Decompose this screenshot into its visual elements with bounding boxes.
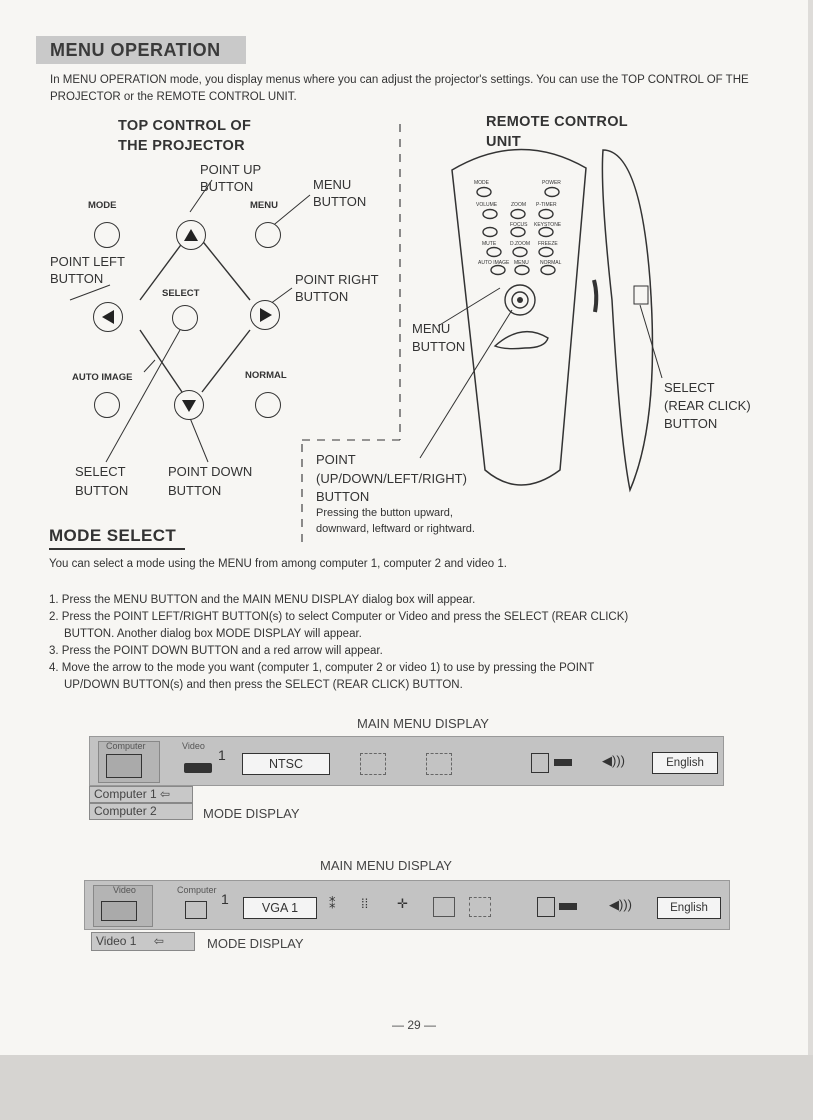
language-button-2[interactable]: English	[657, 897, 721, 919]
computer-icon-2[interactable]	[185, 901, 207, 919]
remote-heading-1: REMOTE CONTROL	[486, 114, 628, 130]
system-field-vga[interactable]: VGA 1	[243, 897, 317, 919]
page-number: — 29 —	[392, 1018, 437, 1032]
mode-display-caption-1: MODE DISPLAY	[203, 806, 300, 821]
mode-label: MODE	[88, 200, 117, 211]
setting-icon-1[interactable]	[531, 753, 549, 773]
auto-image-button	[94, 392, 120, 418]
remote-point-callout-3: BUTTON	[316, 489, 370, 504]
step-1: 1. Press the MENU BUTTON and the MAIN MENU DISPLAY dialog box will appear.	[49, 594, 476, 606]
tab-computer-label-1: Computer	[106, 741, 146, 751]
key-label-keystone: KEYSTONE	[534, 222, 562, 228]
arrow-left-icon	[102, 310, 114, 324]
arrow-down-icon	[182, 400, 196, 412]
mode-option-computer-1-label: Computer 1	[94, 787, 157, 801]
key-label-menu: MENU	[514, 260, 529, 266]
point-up-callout-1: POINT UP	[200, 162, 262, 177]
point-down-callout-2: BUTTON	[168, 483, 222, 498]
mode-option-video-1-label: Video 1	[96, 934, 137, 948]
mode-option-computer-2[interactable]: Computer 2	[89, 803, 193, 820]
step-2: 2. Press the POINT LEFT/RIGHT BUTTON(s) to select Computer or Video and press the SELECT (REAR CLICK)	[49, 611, 629, 623]
red-arrow-icon-2: ⇦	[153, 934, 164, 948]
key-label-normal: NORMAL	[540, 260, 562, 266]
remote-heading-2: UNIT	[486, 134, 522, 150]
remote-point-note-2: downward, leftward or rightward.	[316, 523, 475, 535]
key-label-zoom: ZOOM	[511, 202, 526, 208]
key-label-power: POWER	[542, 180, 561, 186]
remote-point-callout-2: (UP/DOWN/LEFT/RIGHT)	[316, 471, 467, 486]
key-label-volume: VOLUME	[476, 202, 498, 208]
remote-menu-callout-2: BUTTON	[412, 339, 466, 354]
menu-button	[255, 222, 281, 248]
mode-select-underline	[49, 548, 185, 550]
remote-key-labels	[468, 168, 568, 278]
select-callout-1: SELECT	[75, 464, 126, 479]
tab-video-label-1: Video	[182, 741, 205, 751]
point-left-callout-1: POINT LEFT	[50, 254, 125, 269]
main-menu-display-caption-1: MAIN MENU DISPLAY	[357, 716, 489, 731]
step-3: 3. Press the POINT DOWN BUTTON and a red arrow will appear.	[49, 645, 383, 657]
image-adjust-icon-1[interactable]	[360, 753, 386, 775]
main-menu-display-caption-2: MAIN MENU DISPLAY	[320, 858, 452, 873]
select-button	[172, 305, 198, 331]
point-left-callout-2: BUTTON	[50, 271, 104, 286]
arrow-right-icon	[260, 308, 272, 322]
point-up-button	[176, 220, 206, 250]
tab-video-label-2: Video	[113, 885, 136, 895]
select-callout-2: BUTTON	[75, 483, 129, 498]
remote-menu-callout-1: MENU	[412, 321, 451, 336]
mode-select-title: MODE SELECT	[49, 526, 177, 545]
tab-computer-label-2: Computer	[177, 885, 217, 895]
system-field-ntsc[interactable]: NTSC	[242, 753, 330, 775]
menu-callout-1: MENU	[313, 177, 352, 192]
language-button-1[interactable]: English	[652, 752, 718, 774]
section-title: MENU OPERATION	[36, 36, 246, 64]
key-label-freeze: FREEZE	[538, 241, 558, 247]
setting-icon-2[interactable]	[537, 897, 555, 917]
step-2-cont: BUTTON. Another dialog box MODE DISPLAY will appear.	[64, 628, 362, 640]
key-label-mute: MUTE	[482, 241, 497, 247]
select-label: SELECT	[162, 288, 200, 299]
page-background	[0, 1055, 813, 1120]
input-number-1: 1	[218, 747, 226, 763]
video-icon-2	[101, 901, 137, 921]
screen-icon-1[interactable]	[426, 753, 452, 775]
image-adjust-icon-2[interactable]	[433, 897, 455, 917]
lamp-icon-2[interactable]	[559, 903, 577, 910]
key-label-focus: FOCUS	[510, 222, 528, 228]
video-icon-1[interactable]	[184, 763, 212, 773]
auto-image-label: AUTO IMAGE	[72, 372, 133, 383]
menu-callout-2: BUTTON	[313, 194, 367, 209]
top-control-heading-1: TOP CONTROL OF	[118, 118, 252, 134]
mode-button	[94, 222, 120, 248]
key-label-ptimer: P-TIMER	[536, 202, 557, 208]
speaker-icon-2[interactable]: ◀)))	[609, 897, 632, 912]
key-label-mode: MODE	[474, 180, 489, 186]
remote-select-callout-1: SELECT	[664, 380, 715, 395]
total-dots-icon-2[interactable]: ⁞⁞	[361, 896, 369, 911]
screen-icon-2[interactable]	[469, 897, 491, 917]
main-menu-bar-1	[89, 736, 724, 786]
point-right-callout-1: POINT RIGHT	[295, 272, 379, 287]
sync-icon-2[interactable]: ⁑	[329, 896, 336, 911]
key-label-auto-image: AUTO IMAGE	[478, 260, 510, 266]
step-4-cont: UP/DOWN BUTTON(s) and then press the SELECT (REAR CLICK) BUTTON.	[64, 679, 463, 691]
mode-option-computer-1[interactable]	[89, 786, 193, 803]
remote-select-callout-2: (REAR CLICK)	[664, 398, 751, 413]
arrow-up-icon	[184, 229, 198, 241]
normal-label: NORMAL	[245, 370, 287, 381]
top-control-heading-2: THE PROJECTOR	[118, 138, 245, 154]
computer-icon-1	[106, 754, 142, 778]
intro-paragraph: In MENU OPERATION mode, you display menus where you can adjust the projector's settings. You can use the TOP CONTROL OF THE PROJECTOR or the REMOTE CONTROL UNIT.	[50, 74, 749, 103]
point-up-callout-2: BUTTON	[200, 179, 254, 194]
mode-select-intro: You can select a mode using the MENU from among computer 1, computer 2 and video 1.	[49, 558, 507, 570]
red-arrow-icon: ⇦	[160, 787, 171, 801]
mode-display-caption-2: MODE DISPLAY	[207, 936, 304, 951]
point-down-button	[174, 390, 204, 420]
remote-point-note-1: Pressing the button upward,	[316, 507, 453, 519]
key-label-dzoom: D.ZOOM	[510, 241, 530, 247]
remote-point-callout-1: POINT	[316, 452, 356, 467]
normal-button	[255, 392, 281, 418]
position-icon-2[interactable]: ✛	[397, 896, 408, 911]
input-number-2: 1	[221, 891, 229, 907]
main-menu-bar-2	[84, 880, 730, 930]
lamp-icon-1[interactable]	[554, 759, 572, 766]
remote-select-callout-3: BUTTON	[664, 416, 718, 431]
mode-option-video-1[interactable]	[91, 932, 195, 951]
point-left-button	[93, 302, 123, 332]
point-right-callout-2: BUTTON	[295, 289, 349, 304]
menu-label: MENU	[250, 200, 278, 211]
point-right-button	[250, 300, 280, 330]
speaker-icon-1[interactable]: ◀)))	[602, 753, 625, 768]
step-4: 4. Move the arrow to the mode you want (computer 1, computer 2 or video 1) to use by pressing the POINT	[49, 662, 595, 674]
point-down-callout-1: POINT DOWN	[168, 464, 253, 479]
